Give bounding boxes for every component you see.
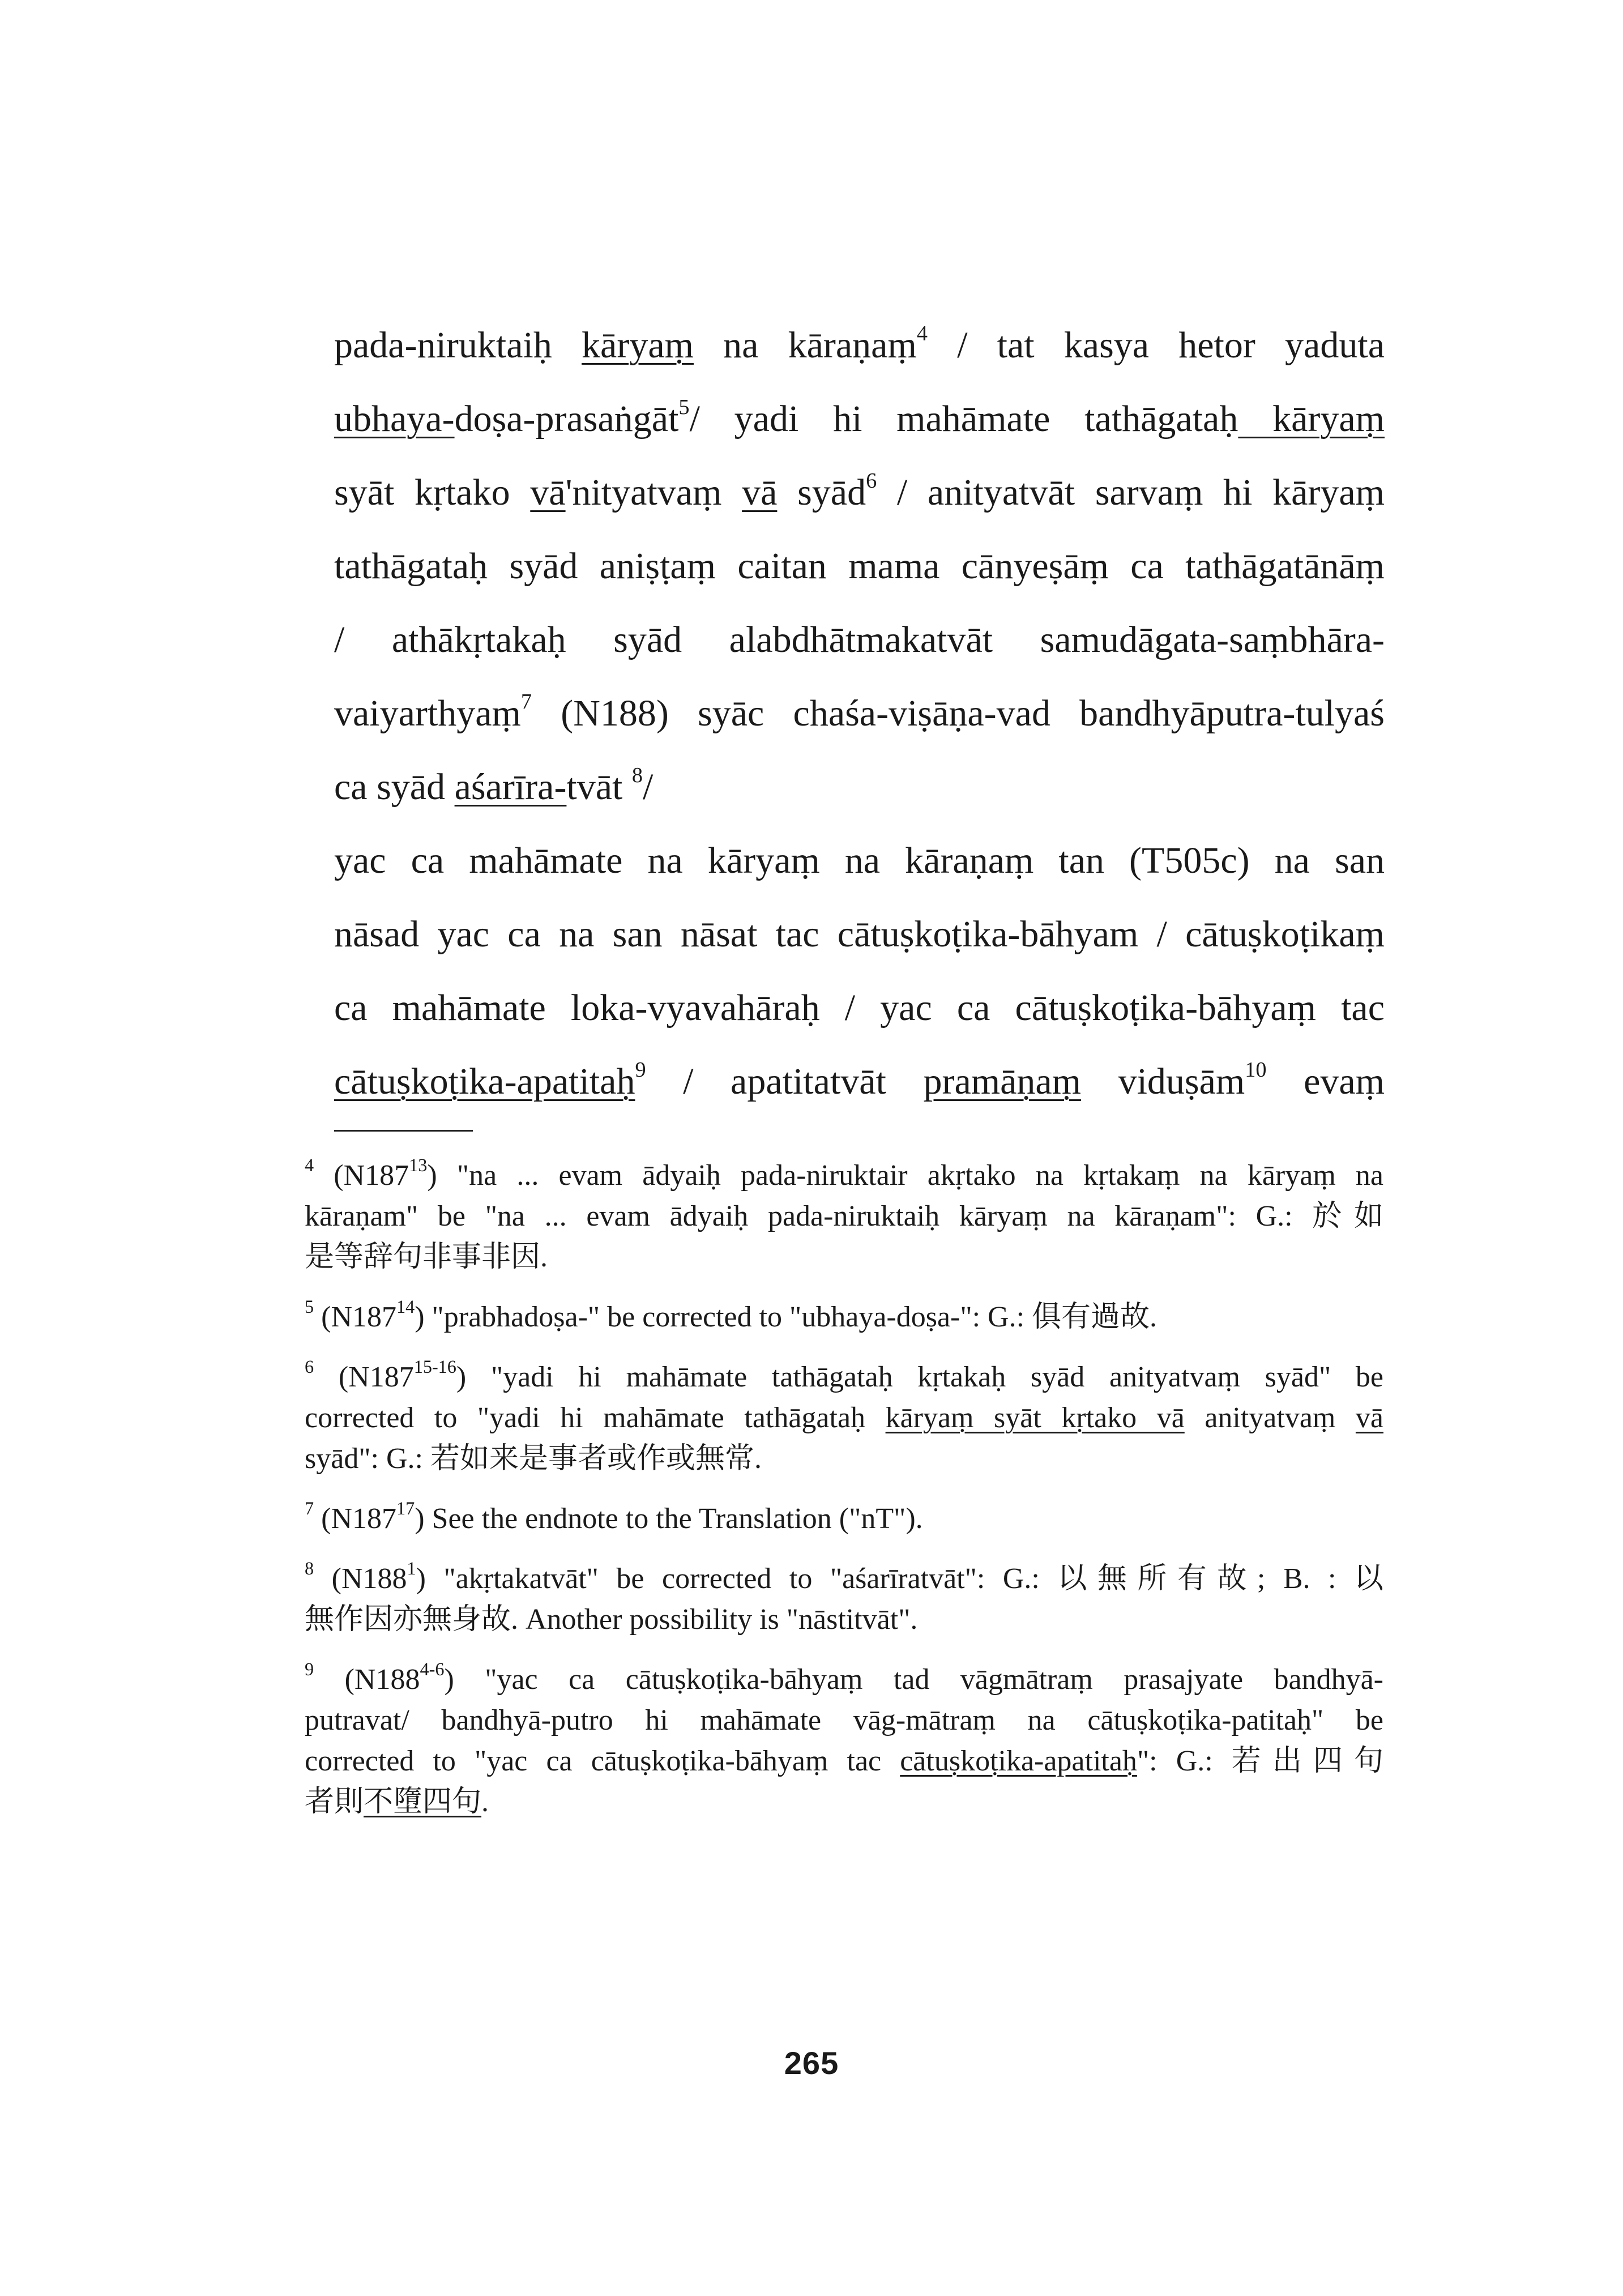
footnote-line: [305, 1782, 1383, 1823]
text-run: tvāt: [566, 766, 632, 808]
text-run: anityatvaṃ: [1184, 1402, 1356, 1434]
footnote-ref: 8: [631, 763, 643, 788]
footnote-number: 4: [305, 1154, 314, 1175]
text-line: [334, 309, 1385, 382]
text-line: [334, 750, 1385, 824]
footnote-line: kāraṇam" be "na ... evam ādyaiḥ pada-niruktaiḥ kāryaṃ na kāraṇam": G.: 於如: [305, 1200, 1383, 1232]
underlined-term: cātuṣkoṭika-apatitaḥ: [900, 1745, 1137, 1777]
text-run: na kāraṇaṃ: [693, 325, 917, 366]
underlined-term: kāryaṃ: [1238, 398, 1385, 439]
underlined-term: cātuṣkoṭika-apatitaḥ: [334, 1061, 635, 1102]
text-run: ca syād: [334, 766, 455, 808]
text-run: ) "akṛtakatvāt" be corrected to "aśarīratvāt": G.: 以無所有故; B. : 以: [416, 1563, 1384, 1595]
text-run: ) "yac ca cātuṣkoṭika-bāhyaṃ tad vāgmātraṃ prasajyate bandhyā-: [444, 1663, 1383, 1696]
footnote-ref: 7: [520, 690, 532, 714]
footnote-line: putravat/ bandhyā-putro hi mahāmate vāg-mātraṃ na cātuṣkoṭika-patitaḥ" be: [305, 1704, 1383, 1736]
text-line: [334, 382, 1385, 456]
text-run: doṣa-prasaṅgāt: [454, 398, 679, 439]
text-run: corrected to "yac ca cātuṣkoṭika-bāhyaṃ tac: [305, 1745, 900, 1777]
footnote-ref-line: 1: [407, 1557, 416, 1578]
text-line: / athākṛtakaḥ syād alabdhātmakatvāt samudāgata-saṃbhāra-: [334, 619, 1385, 660]
text-run: (N188) syāc chaśa-viṣāṇa-vad bandhyāputra-tulyaś: [532, 693, 1385, 734]
underlined-term: pramāṇaṃ: [923, 1061, 1082, 1102]
footnote-ref-label: (N187: [321, 1301, 396, 1333]
text-line: nāsad yac ca na san nāsat tac cātuṣkoṭika-bāhyam / cātuṣkoṭikaṃ: [334, 914, 1385, 955]
footnote-5: [305, 1297, 1383, 1338]
footnote-line: 無作因亦無身故. Another possibility is "nāstitvāt".: [305, 1603, 918, 1636]
text-line: [334, 1045, 1385, 1119]
text-run: 者則: [305, 1786, 364, 1818]
text-line: tathāgataḥ syād aniṣṭaṃ caitan mama cānyeṣāṃ ca tathāgatānāṃ: [334, 545, 1385, 587]
text-line: yac ca mahāmate na kāryaṃ na kāraṇaṃ tan (T505c) na san: [334, 840, 1385, 881]
footnote-number: 7: [305, 1497, 314, 1518]
footnote-ref-line: 4-6: [420, 1658, 445, 1679]
footnote-ref-label: (N188: [344, 1663, 420, 1696]
text-run: evaṃ: [1266, 1061, 1385, 1102]
footnote-ref-label: (N187: [334, 1159, 409, 1192]
underlined-term: ubhaya-: [334, 398, 455, 439]
text-run: .: [481, 1786, 489, 1818]
text-run: ": G.: 若出四句: [1137, 1745, 1383, 1777]
footnote-ref: 5: [678, 395, 690, 420]
footnote-line: [305, 1398, 1383, 1439]
underlined-term: kāryaṃ syāt kṛtako vā: [885, 1402, 1185, 1434]
text-run: syāt kṛtako: [334, 472, 531, 513]
footnote-line: [305, 1297, 1383, 1338]
footnote-line: [305, 1741, 1383, 1782]
text-run: 'nityatvaṃ: [565, 472, 742, 513]
text-run: ) See the endnote to the Translation ("nT").: [415, 1503, 923, 1535]
footnote-7: [305, 1499, 1383, 1539]
footnote-6: [305, 1357, 1383, 1479]
underlined-term: vā: [1355, 1402, 1383, 1434]
underlined-term: vā: [530, 472, 566, 513]
footnote-ref-line: 15-16: [413, 1356, 456, 1377]
footnote-ref: 9: [635, 1058, 646, 1082]
text-run: vaiyarthyaṃ: [334, 693, 521, 734]
footnote-ref: 10: [1245, 1058, 1267, 1082]
underlined-term: aśarīra-: [454, 766, 567, 808]
text-run: ) "prabhadoṣa-" be corrected to "ubhaya-doṣa-": G.: 俱有過故.: [415, 1301, 1158, 1333]
text-line: ca mahāmate loka-vyavahāraḥ / yac ca cātuṣkoṭika-bāhyaṃ tac: [334, 987, 1385, 1028]
text-run: ) "na ... evam ādyaiḥ pada-niruktair akṛtako na kṛtakaṃ na kāryaṃ na: [427, 1159, 1384, 1192]
footnote-8: [305, 1559, 1383, 1640]
footnote-9: [305, 1659, 1383, 1823]
footnote-number: 6: [305, 1356, 314, 1377]
footnote-line: [305, 1357, 1383, 1398]
footnote-line: syād": G.: 若如来是事者或作或無常.: [305, 1443, 762, 1475]
footnote-line: [305, 1499, 1383, 1539]
footnote-ref-line: 14: [396, 1296, 415, 1317]
footnote-line: [305, 1155, 1383, 1196]
text-run: viduṣām: [1081, 1061, 1245, 1102]
text-line: [334, 456, 1385, 530]
footnote-ref: 4: [916, 322, 928, 346]
main-text: [334, 309, 1385, 1119]
footnote-ref-label: (N188: [331, 1563, 407, 1595]
footnote-separator: [334, 1130, 473, 1132]
footnote-number: 5: [305, 1296, 314, 1317]
text-run: / yadi hi mahāmate tathāgataḥ: [689, 398, 1238, 439]
footnote-line: [305, 1659, 1383, 1700]
text-run: pada-niruktaiḥ: [334, 325, 582, 366]
text-line: [334, 677, 1385, 750]
footnote-line: 是等辞句非事非因.: [305, 1241, 548, 1273]
text-run: / tat kasya hetor yaduta: [927, 325, 1385, 366]
footnote-number: 9: [305, 1658, 314, 1679]
text-run: syād: [777, 472, 866, 513]
underlined-term: vā: [742, 472, 778, 513]
footnotes: [305, 1155, 1383, 1842]
text-run: ) "yadi hi mahāmate tathāgataḥ kṛtakaḥ syād anityatvaṃ syād" be: [456, 1361, 1384, 1393]
text-run: / anityatvāt sarvaṃ hi kāryaṃ: [877, 472, 1385, 513]
footnote-ref-line: 13: [409, 1154, 428, 1175]
footnote-ref-label: (N187: [338, 1361, 414, 1393]
page-number: 265: [784, 2045, 839, 2081]
text-run: / apatitatvāt: [646, 1061, 924, 1102]
footnote-ref: 6: [866, 469, 877, 493]
underlined-term: 不墮四句: [364, 1786, 482, 1818]
footnote-ref-label: (N187: [321, 1503, 396, 1535]
footnote-number: 8: [305, 1557, 314, 1578]
text-run: corrected to "yadi hi mahāmate tathāgataḥ: [305, 1402, 886, 1434]
text-run: /: [643, 766, 654, 808]
footnote-4: [305, 1155, 1383, 1278]
underlined-term: kāryaṃ: [582, 325, 694, 366]
footnote-line: [305, 1559, 1383, 1599]
footnote-ref-line: 17: [396, 1497, 415, 1518]
